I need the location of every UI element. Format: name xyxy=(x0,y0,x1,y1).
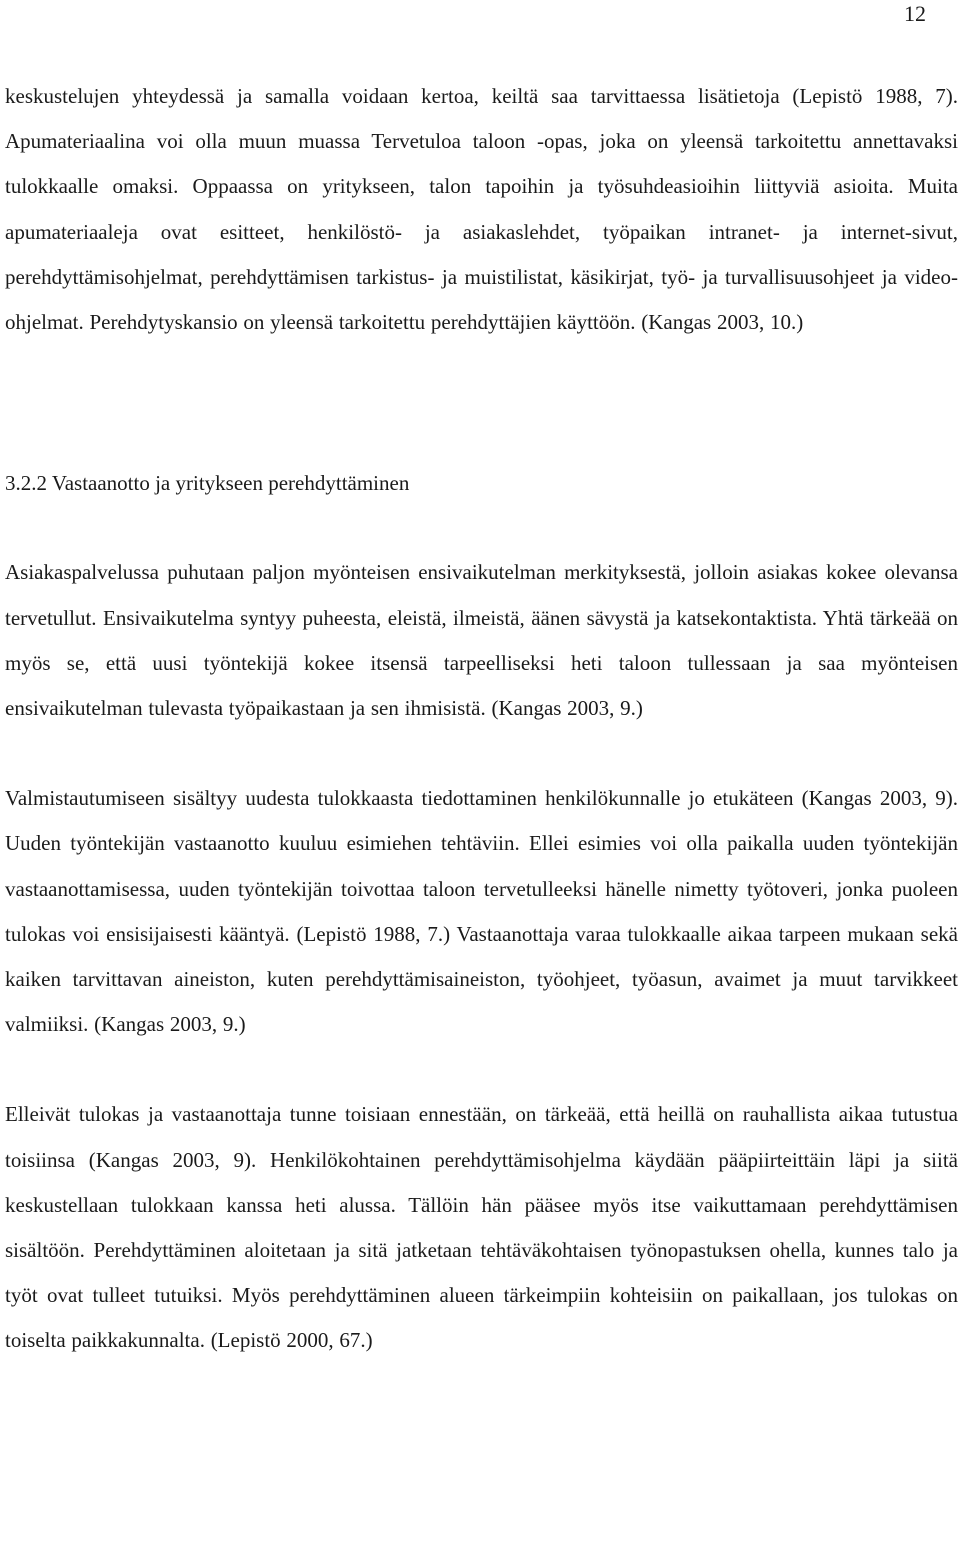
page-body xyxy=(5,74,958,1364)
heading-spacer xyxy=(5,506,958,550)
paragraph-introduction: Elleivät tulokas ja vastaanottaja tunne toisiaan ennestään, on tärkeää, että heillä on rauhallista aikaa tutustua toisiinsa (Kangas 2003, 9). Henkilökohtainen perehdyttämisohjelma käydään pääpiirteittäin läpi ja siitä keskustellaan tulokkaan kanssa heti alussa. Tällöin hän pääsee myös itse vaikuttamaan perehdyttämisen sisältöön. Perehdyttäminen aloitetaan ja sitä jatketaan tehtäväkohtaisen työnopastuksen ohella, kunnes talo ja työt ovat tulleet tutuiksi. Myös perehdyttäminen alueen tärkeimpiin kohteisiin on paikallaan, jos tulokas on toiselta paikkakunnalta. (Lepistö 2000, 67.) xyxy=(5,1102,958,1353)
page-number: 12 xyxy=(904,1,926,26)
paragraph-first-impression: Asiakaspalvelussa puhutaan paljon myönteisen ensivaikutelman merkityksestä, jolloin asiakas kokee olevansa tervetullut. Ensivaikutelma syntyy puheesta, eleistä, ilmeistä, äänen sävystä ja katsekontaktista. Yhtä tärkeää on myös se, että uusi työntekijä kokee itsensä tarpeelliseksi heti taloon tullessaan ja saa myönteisen ensivaikutelman tulevasta työpaikastaan ja sen ihmisistä. (Kangas 2003, 9.) xyxy=(5,560,958,721)
paragraph-intro: keskustelujen yhteydessä ja samalla voidaan kertoa, keiltä saa tarvittaessa lisätietoja (Lepistö 1988, 7). Apumateriaalina voi olla muun muassa Tervetuloa taloon -opas, joka on yleensä tarkoitettu annettavaksi tulokkaalle omaksi. Oppaassa on yritykseen, talon tapoihin ja työsuhdeasioihin liittyviä asioita. Muita apumateriaaleja ovat esitteet, henkilöstö- ja asiakaslehdet, työpaikan intranet- ja internet-sivut, perehdyttämisohjelmat, perehdyttämisen tarkistus- ja muistilistat, käsikirjat, työ- ja turvallisuusohjeet ja video-ohjelmat. Perehdytyskansio on yleensä tarkoitettu perehdyttäjien käyttöön. (Kangas 2003, 10.) xyxy=(5,84,958,335)
section-spacer xyxy=(5,345,958,461)
paragraph-preparation: Valmistautumiseen sisältyy uudesta tulokkaasta tiedottaminen henkilökunnalle jo etukäteen (Kangas 2003, 9). Uuden työntekijän vastaanotto kuuluu esimiehen tehtäviin. Ellei esimies voi olla paikalla uuden työntekijän vastaanottamisessa, uuden työntekijän toivottaa taloon tervetulleeksi hänelle nimetty työtoveri, jonka puoleen tulokas voi ensisijaisesti kääntyä. (Lepistö 1988, 7.) Vastaanottaja varaa tulokkaalle aikaa tarpeen mukaan sekä kaiken tarvittavan aineiston, kuten perehdyttämisaineiston, työohjeet, työasun, avaimet ja muut tarvikkeet valmiiksi. (Kangas 2003, 9.) xyxy=(5,786,958,1037)
section-heading: 3.2.2 Vastaanotto ja yritykseen perehdyttäminen xyxy=(5,471,410,496)
paragraph-spacer xyxy=(5,731,958,776)
paragraph-spacer xyxy=(5,1047,958,1092)
